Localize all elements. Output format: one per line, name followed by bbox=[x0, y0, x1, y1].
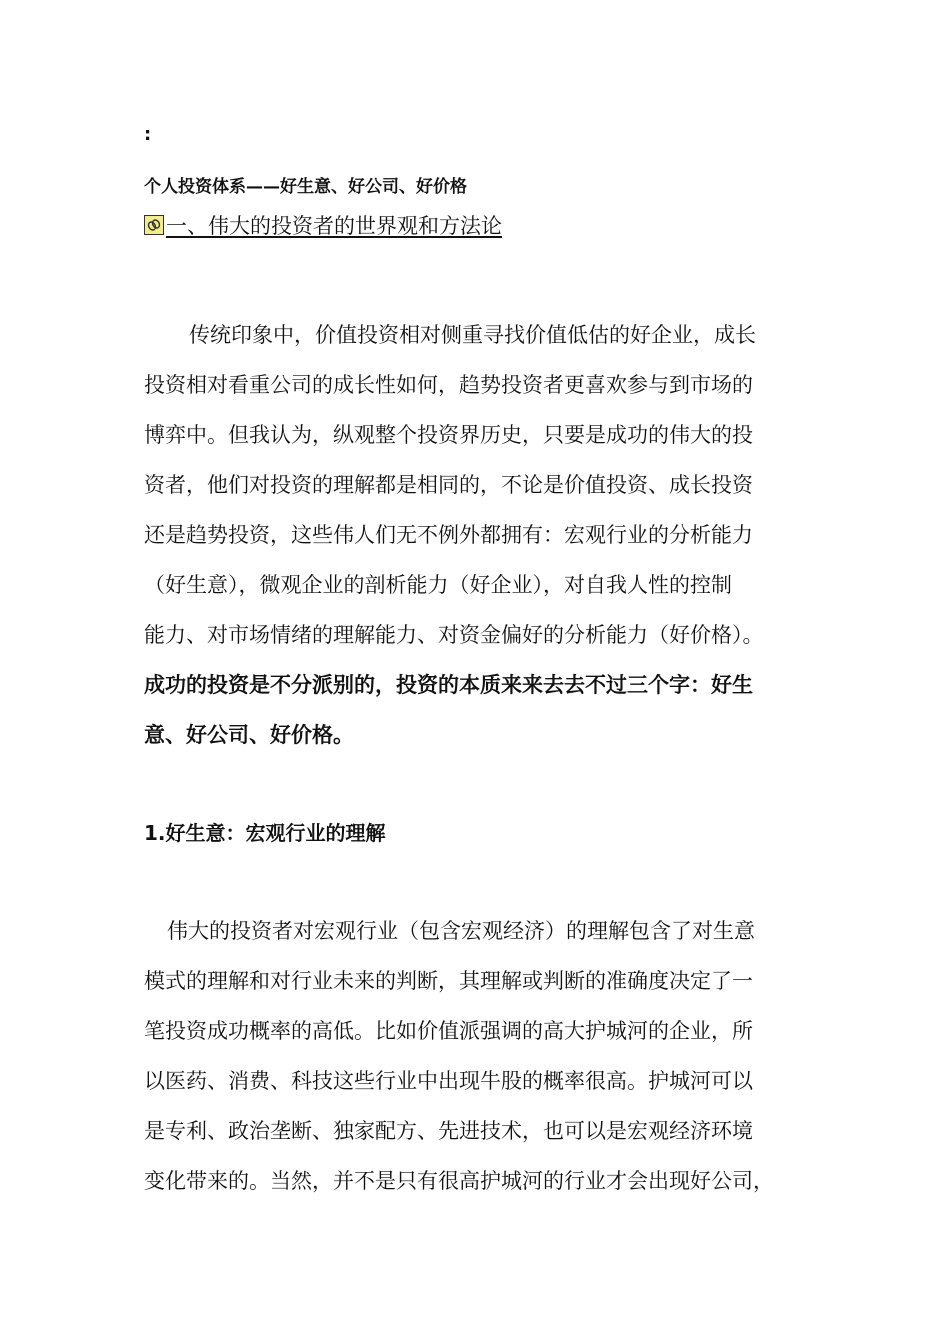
paragraph-line: 还是趋势投资，这些伟人们无不例外都拥有：宏观行业的分析能力 bbox=[144, 523, 753, 547]
paragraph-line: 是专利、政治垄断、独家配方、先进技术，也可以是宏观经济环境 bbox=[144, 1119, 753, 1143]
paragraph-line: 能力、对市场情绪的理解能力、对资金偏好的分析能力（好价格）。 bbox=[144, 623, 764, 647]
paragraph-line: 变化带来的。当然，并不是只有很高护城河的行业才会出现好公司， bbox=[144, 1169, 774, 1193]
paragraph-line: 博弈中。但我认为，纵观整个投资界历史，只要是成功的伟大的投 bbox=[144, 423, 753, 447]
paragraph-intro bbox=[144, 310, 824, 760]
document-title: 个人投资体系——好生意、好公司、好价格 bbox=[144, 177, 467, 197]
paragraph-good-business bbox=[144, 906, 824, 1206]
paragraph-bold-line: 意、好公司、好价格。 bbox=[144, 723, 354, 747]
paragraph-line: 投资相对看重公司的成长性如何，趋势投资者更喜欢参与到市场的 bbox=[144, 373, 753, 397]
paragraph-line: 以医药、消费、科技这些行业中出现牛股的概率很高。护城河可以 bbox=[144, 1069, 753, 1093]
paragraph-bold-line: 成功的投资是不分派别的，投资的本质来来去去不过三个字：好生 bbox=[144, 673, 753, 697]
section-heading-text[interactable]: 一、伟大的投资者的世界观和方法论 bbox=[166, 214, 502, 238]
paragraph-line: （好生意），微观企业的剖析能力（好企业），对自我人性的控制 bbox=[144, 573, 732, 597]
paragraph-line: 资者，他们对投资的理解都是相同的，不论是价值投资、成长投资 bbox=[144, 473, 753, 497]
section-heading-link[interactable] bbox=[144, 210, 502, 240]
paragraph-line: 模式的理解和对行业未来的判断，其理解或判断的准确度决定了一 bbox=[144, 969, 753, 993]
paragraph-line: 笔投资成功概率的高低。比如价值派强调的高大护城河的企业，所 bbox=[144, 1019, 753, 1043]
hyperlink-icon bbox=[144, 215, 164, 235]
paragraph-line: 伟大的投资者对宏观行业（包含宏观经济）的理解包含了对生意 bbox=[167, 919, 755, 943]
leading-colon: : bbox=[144, 124, 152, 145]
subsection-heading: 1.好生意：宏观行业的理解 bbox=[144, 821, 386, 845]
paragraph-line: 传统印象中，价值投资相对侧重寻找价值低估的好企业，成长 bbox=[189, 323, 756, 347]
